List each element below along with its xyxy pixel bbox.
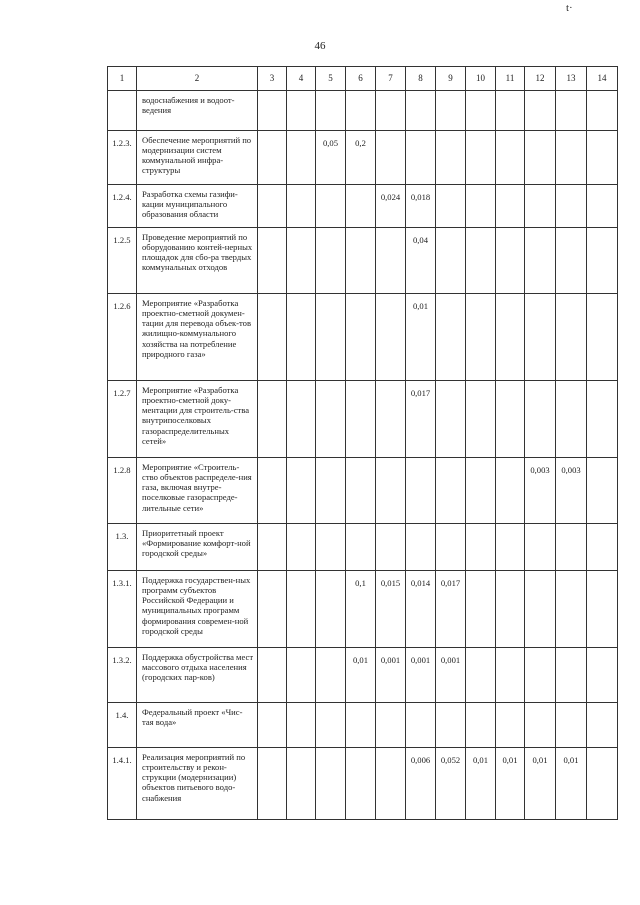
value-cell <box>436 524 466 571</box>
value-cell <box>525 648 556 703</box>
value-cell <box>287 185 316 228</box>
value-cell <box>316 703 346 748</box>
value-cell <box>376 748 406 820</box>
row-number: 1.2.3. <box>108 131 137 185</box>
row-number: 1.2.6 <box>108 294 137 381</box>
value-cell <box>287 381 316 458</box>
value-cell <box>316 458 346 524</box>
table-row <box>108 571 618 648</box>
row-name: Обеспечение мероприятий по модернизации систем коммунальной инфра-структуры <box>137 131 258 185</box>
value-cell <box>587 748 618 820</box>
header-row <box>108 67 618 91</box>
value-cell: 0,01 <box>346 648 376 703</box>
value-cell <box>556 381 587 458</box>
table-row <box>108 381 618 458</box>
value-cell <box>556 294 587 381</box>
value-cell <box>466 131 496 185</box>
value-cell <box>346 185 376 228</box>
value-cell: 0,052 <box>436 748 466 820</box>
value-cell <box>525 91 556 131</box>
value-cell <box>436 381 466 458</box>
header-cell: 7 <box>376 67 406 91</box>
value-cell <box>466 571 496 648</box>
value-cell <box>525 524 556 571</box>
value-cell <box>258 131 287 185</box>
row-name: Проведение мероприятий по оборудованию контей-нерных площадок для сбо-ра твердых коммунальных отходов <box>137 228 258 294</box>
table-row <box>108 294 618 381</box>
row-number: 1.4. <box>108 703 137 748</box>
value-cell <box>436 228 466 294</box>
value-cell <box>525 131 556 185</box>
table-row <box>108 131 618 185</box>
value-cell <box>496 571 525 648</box>
value-cell <box>346 524 376 571</box>
value-cell <box>556 91 587 131</box>
value-cell <box>258 228 287 294</box>
value-cell <box>346 748 376 820</box>
row-name: Разработка схемы газифи-кации муниципального образования области <box>137 185 258 228</box>
row-number <box>108 91 137 131</box>
table-row <box>108 703 618 748</box>
value-cell <box>406 91 436 131</box>
value-cell: 0,05 <box>316 131 346 185</box>
value-cell <box>376 458 406 524</box>
value-cell: 0,01 <box>406 294 436 381</box>
table-row <box>108 185 618 228</box>
value-cell <box>587 185 618 228</box>
header-cell: 1 <box>108 67 137 91</box>
value-cell <box>258 748 287 820</box>
value-cell <box>287 228 316 294</box>
value-cell <box>556 131 587 185</box>
value-cell <box>436 91 466 131</box>
value-cell <box>287 748 316 820</box>
value-cell <box>556 703 587 748</box>
row-name: Поддержка обустройства мест массового отдыха населения (городских пар-ков) <box>137 648 258 703</box>
value-cell: 0,01 <box>556 748 587 820</box>
value-cell <box>287 648 316 703</box>
value-cell <box>287 91 316 131</box>
value-cell <box>466 381 496 458</box>
value-cell <box>258 381 287 458</box>
header-cell: 6 <box>346 67 376 91</box>
table-row <box>108 91 618 131</box>
row-number: 1.3.1. <box>108 571 137 648</box>
value-cell <box>496 648 525 703</box>
value-cell <box>525 228 556 294</box>
value-cell <box>436 458 466 524</box>
value-cell <box>406 703 436 748</box>
value-cell <box>587 91 618 131</box>
value-cell <box>496 228 525 294</box>
value-cell <box>346 381 376 458</box>
value-cell <box>436 185 466 228</box>
value-cell: 0,006 <box>406 748 436 820</box>
value-cell <box>316 524 346 571</box>
row-name: Мероприятие «Разработка проектно-сметной доку-ментации для строитель-ства внутрипоселковых газораспределительных сетей» <box>137 381 258 458</box>
value-cell <box>316 294 346 381</box>
row-number: 1.3.2. <box>108 648 137 703</box>
row-name: Мероприятие «Разработка проектно-сметной докумен-тации для перевода объек-тов жилищно-коммунального хозяйства на потребление природного газа» <box>137 294 258 381</box>
value-cell <box>466 294 496 381</box>
value-cell: 0,2 <box>346 131 376 185</box>
value-cell <box>587 458 618 524</box>
value-cell: 0,018 <box>406 185 436 228</box>
header-cell: 14 <box>587 67 618 91</box>
value-cell <box>496 703 525 748</box>
value-cell <box>525 571 556 648</box>
value-cell <box>496 524 525 571</box>
value-cell <box>587 703 618 748</box>
value-cell <box>496 131 525 185</box>
value-cell <box>556 185 587 228</box>
value-cell <box>496 458 525 524</box>
table-row <box>108 228 618 294</box>
value-cell <box>287 524 316 571</box>
row-number: 1.4.1. <box>108 748 137 820</box>
header-cell: 10 <box>466 67 496 91</box>
value-cell: 0,003 <box>556 458 587 524</box>
value-cell <box>287 294 316 381</box>
table-row <box>108 458 618 524</box>
header-cell: 8 <box>406 67 436 91</box>
row-number: 1.3. <box>108 524 137 571</box>
value-cell <box>436 294 466 381</box>
value-cell <box>525 294 556 381</box>
data-table <box>107 66 618 820</box>
value-cell: 0,01 <box>496 748 525 820</box>
value-cell <box>376 294 406 381</box>
value-cell <box>587 524 618 571</box>
value-cell <box>466 228 496 294</box>
value-cell <box>346 458 376 524</box>
row-number: 1.2.4. <box>108 185 137 228</box>
value-cell: 0,015 <box>376 571 406 648</box>
value-cell <box>436 703 466 748</box>
value-cell <box>316 381 346 458</box>
row-number: 1.2.5 <box>108 228 137 294</box>
table-row <box>108 524 618 571</box>
corner-mark: t· <box>566 2 573 14</box>
value-cell <box>525 185 556 228</box>
value-cell <box>436 131 466 185</box>
header-cell: 9 <box>436 67 466 91</box>
value-cell <box>287 703 316 748</box>
value-cell: 0,017 <box>436 571 466 648</box>
value-cell: 0,024 <box>376 185 406 228</box>
value-cell <box>316 228 346 294</box>
row-name: Мероприятие «Строитель-ство объектов распределе-ния газа, включая внутре-поселковые газораспреде-лительные сети» <box>137 458 258 524</box>
header-cell: 3 <box>258 67 287 91</box>
header-cell: 12 <box>525 67 556 91</box>
value-cell <box>466 91 496 131</box>
value-cell <box>496 381 525 458</box>
value-cell <box>587 381 618 458</box>
value-cell <box>406 458 436 524</box>
value-cell <box>406 524 436 571</box>
value-cell <box>466 648 496 703</box>
value-cell <box>316 648 346 703</box>
value-cell <box>258 703 287 748</box>
value-cell <box>525 381 556 458</box>
value-cell <box>346 294 376 381</box>
value-cell <box>587 571 618 648</box>
value-cell <box>316 185 346 228</box>
value-cell <box>376 228 406 294</box>
value-cell <box>587 131 618 185</box>
value-cell <box>258 458 287 524</box>
value-cell <box>258 524 287 571</box>
value-cell <box>376 524 406 571</box>
row-name: Реализация мероприятий по строительству и рекон-струкции (модернизации) объектов питьевого водо-снабжения <box>137 748 258 820</box>
value-cell <box>287 458 316 524</box>
row-number: 1.2.8 <box>108 458 137 524</box>
header-cell: 11 <box>496 67 525 91</box>
value-cell <box>525 703 556 748</box>
page-number: 46 <box>314 40 326 52</box>
value-cell <box>287 131 316 185</box>
value-cell <box>556 524 587 571</box>
header-cell: 2 <box>137 67 258 91</box>
value-cell <box>258 571 287 648</box>
value-cell <box>587 228 618 294</box>
value-cell <box>406 131 436 185</box>
value-cell: 0,001 <box>376 648 406 703</box>
value-cell <box>587 294 618 381</box>
row-name: Федеральный проект «Чис-тая вода» <box>137 703 258 748</box>
value-cell <box>496 91 525 131</box>
value-cell <box>316 571 346 648</box>
value-cell: 0,017 <box>406 381 436 458</box>
row-name: Приоритетный проект «Формирование комфорт-ной городской среды» <box>137 524 258 571</box>
row-number: 1.2.7 <box>108 381 137 458</box>
value-cell <box>316 748 346 820</box>
value-cell <box>587 648 618 703</box>
value-cell <box>376 381 406 458</box>
value-cell <box>258 91 287 131</box>
value-cell: 0,01 <box>525 748 556 820</box>
value-cell <box>556 571 587 648</box>
value-cell <box>496 185 525 228</box>
value-cell <box>496 294 525 381</box>
value-cell <box>287 571 316 648</box>
value-cell: 0,01 <box>466 748 496 820</box>
value-cell <box>258 648 287 703</box>
value-cell <box>466 703 496 748</box>
value-cell <box>376 91 406 131</box>
value-cell <box>258 185 287 228</box>
value-cell <box>466 458 496 524</box>
value-cell: 0,003 <box>525 458 556 524</box>
header-cell: 4 <box>287 67 316 91</box>
value-cell <box>376 131 406 185</box>
value-cell <box>376 703 406 748</box>
value-cell <box>346 703 376 748</box>
header-cell: 13 <box>556 67 587 91</box>
value-cell <box>346 91 376 131</box>
value-cell <box>556 228 587 294</box>
value-cell: 0,001 <box>436 648 466 703</box>
value-cell <box>466 185 496 228</box>
value-cell: 0,04 <box>406 228 436 294</box>
value-cell <box>466 524 496 571</box>
header-cell: 5 <box>316 67 346 91</box>
value-cell: 0,1 <box>346 571 376 648</box>
row-name: водоснабжения и водоот-ведения <box>137 91 258 131</box>
value-cell <box>346 228 376 294</box>
table-row <box>108 748 618 820</box>
table-row <box>108 648 618 703</box>
row-name: Поддержка государствен-ных программ субъектов Российской Федерации и муниципальных программ формирования современ-ной городской среды <box>137 571 258 648</box>
value-cell <box>258 294 287 381</box>
value-cell: 0,001 <box>406 648 436 703</box>
value-cell <box>316 91 346 131</box>
value-cell <box>556 648 587 703</box>
value-cell: 0,014 <box>406 571 436 648</box>
